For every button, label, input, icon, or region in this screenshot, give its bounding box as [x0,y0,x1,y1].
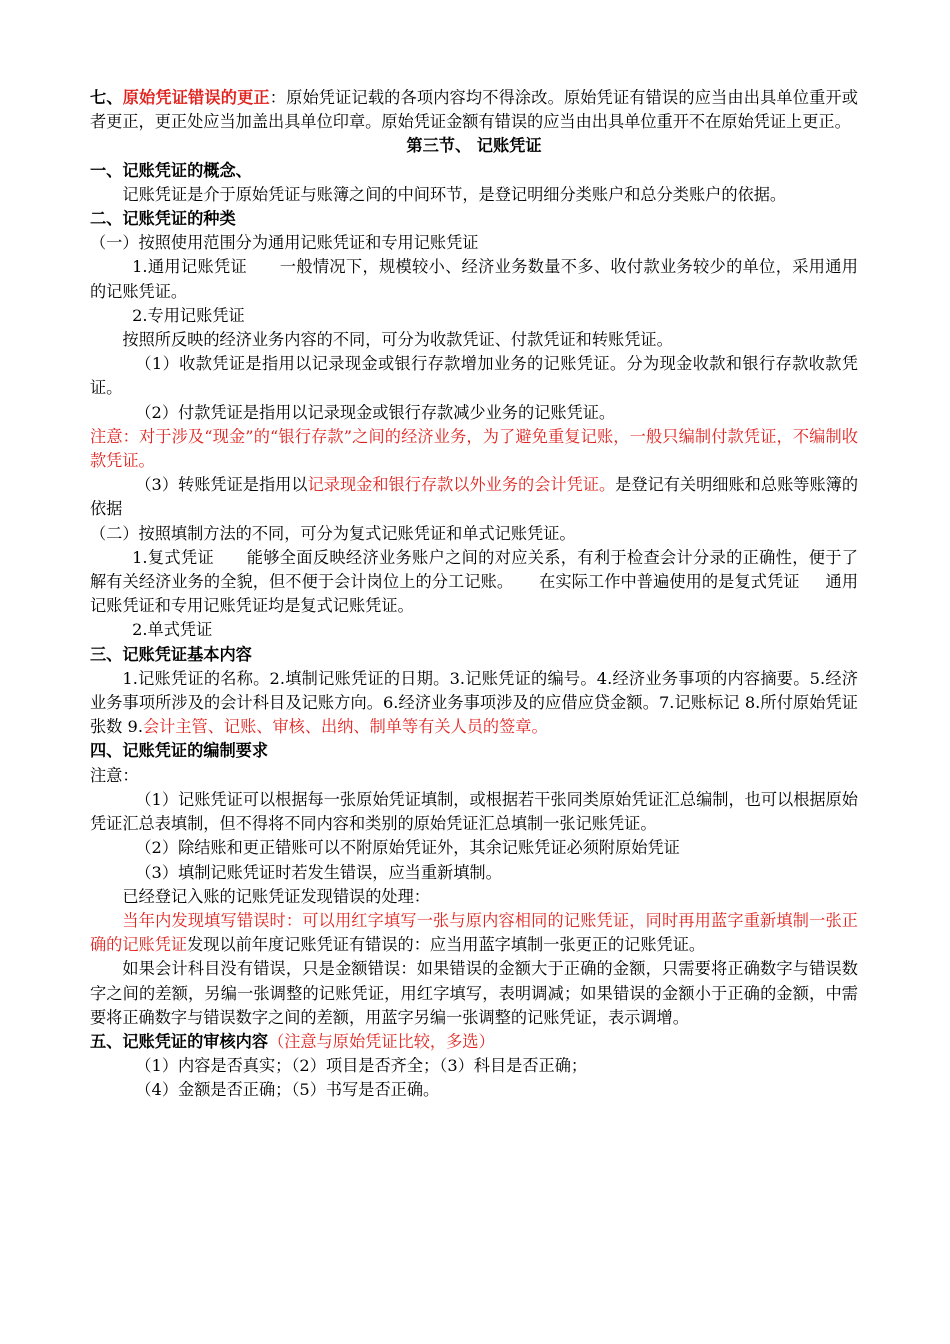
heading-audit-content [90,1030,858,1054]
compound-voucher-scope: 通用记账凭证和专用记账凭证均是复式记账凭证。 [90,572,859,616]
special-voucher-desc: 按照所反映的经济业务内容的不同，可分为收款凭证、付款凭证和转账凭证。 [122,330,673,350]
general-voucher-paragraph [90,255,858,303]
transfer-voucher-text-a: （3）转账凭证是指用以 [135,475,308,495]
basic-content-text: 1.记账凭证的名称。2.填制记账凭证的日期。3.记账凭证的编号。4.经济业务事项的内容摘要。5.经济业务事项所涉及的会计科目及记账方向。6.经济业务事项涉及的应借应贷金额。7.记账标记 8.所付原始凭证张数 9. [90,668,858,737]
section-7-prefix: 七、 [90,88,123,107]
requirement-item-2: （2）除结账和更正错账可以不附原始凭证外，其余记账凭证必须附原始凭证 [135,838,680,858]
single-voucher-label: 2.单式凭证 [132,620,213,640]
section-title: 第三节、 记账凭证 [406,136,542,156]
audit-heading-title: 五、记账凭证的审核内容 [90,1031,269,1051]
concept-paragraph: 记账凭证是介于原始凭证与账簿之间的中间环节，是登记明细分类账户和总分类账户的依据。 [122,184,787,204]
heading-concept: 一、记账凭证的概念、 [90,160,252,180]
audit-items-line-2: （4）金额是否正确；（5）书写是否正确。 [135,1080,440,1100]
requirements-note-label: 注意： [90,765,139,785]
transfer-voucher-highlight: 记录现金和银行存款以外业务的会计凭证。 [307,475,616,495]
compound-voucher-desc: 能够全面反映经济业务账户之间的对应关系，有利于检查会计分录的正确性，便于了解有关经济业务的全貌，但不便于会计岗位上的分工记账。 [90,547,858,592]
transfer-voucher-item [90,473,858,521]
compound-voucher-paragraph [90,546,858,619]
heading-basic-content: 三、记账凭证基本内容 [90,644,252,664]
payment-voucher-item: （2）付款凭证是指用以记录现金或银行存款减少业务的记账凭证。 [135,402,616,422]
requirement-item-1: （1）记账凭证可以根据每一张原始凭证填制，或根据若干张同类原始凭证汇总编制，也可以根据原始凭证汇总表填制，但不得将不同内容和类别的原始凭证汇总填制一张记账凭证。 [90,789,858,834]
general-voucher-desc: 一般情况下，规模较小、经济业务数量不多、收付款业务较少的单位，采用通用的记账凭证。 [90,257,858,301]
basic-content-highlight: 会计主管、记账、审核、出纳、制单等有关人员的签章。 [142,717,548,737]
category-by-scope: （一）按照使用范围分为通用记账凭证和专用记账凭证 [90,233,479,253]
section-7-paragraph [90,86,858,134]
heading-types: 二、记账凭证的种类 [90,209,236,229]
requirement-item-3: （3）填制记账凭证时若发生错误，应当重新填制。 [135,862,502,882]
compound-voucher-label: 1.复式凭证 [132,547,215,567]
amount-error-paragraph: 如果会计科目没有错误，只是金额错误：如果错误的金额大于正确的金额，只需要将正确数字与错误数字之间的差额，另编一张调整的记账凭证，用红字填写，表明调减；如果错误的金额小于正确的金额，中需要将正确数字与错误数字之间的差额，用蓝字另编一张调整的记账凭证，表示调增。 [90,959,858,1027]
audit-heading-note: （注意与原始凭证比较，多选） [268,1031,495,1051]
heading-requirements: 四、记账凭证的编制要求 [90,741,269,761]
section-7-body: ：原始凭证记载的各项内容均不得涂改。原始凭证有错误的应当由出具单位重开或者更正，更正处应当加盖出具单位印章。原始凭证金额有错误的应当由出具单位重开不在原始凭证上更正。 [90,88,858,132]
payment-note: 注意：对于涉及“现金”的“银行存款”之间的经济业务，为了避免重复记账，一般只编制付款凭证，不编制收款凭证。 [90,426,858,471]
error-handling-label: 已经登记入账的记账凭证发现错误的处理： [122,886,430,906]
category-by-method: （二）按照填制方法的不同，可分为复式记账凭证和单式记账凭证。 [90,523,576,543]
compound-voucher-practice: 在实际工作中普遍使用的是复式凭证 [539,572,800,592]
error-prior-year-text: 发现以前年度记账凭证有错误的：应当用蓝字填制一张更正的记账凭证。 [187,935,706,955]
basic-content-paragraph [90,667,858,740]
document-page [90,86,858,1103]
transfer-voucher-text-b: 是登记有关明细账和总账等账簿的依据 [90,475,859,519]
audit-items-line-1: （1）内容是否真实；（2）项目是否齐全；（3）科目是否正确； [135,1056,588,1076]
section-7-title: 原始凭证错误的更正 [122,88,270,107]
receipt-voucher-item: （1）收款凭证是指用以记录现金或银行存款增加业务的记账凭证。分为现金收款和银行存款收款凭证。 [90,354,858,398]
error-current-year-highlight: 当年内发现填写错误时：可以用红字填写一张与原内容相同的记账凭证，同时再用蓝字重新填制一张正确的记账凭证 [90,910,858,955]
general-voucher-label: 1.通用记账凭证 [132,257,248,277]
error-handling-current-year [90,909,858,957]
special-voucher-label: 2.专用记账凭证 [132,305,245,325]
